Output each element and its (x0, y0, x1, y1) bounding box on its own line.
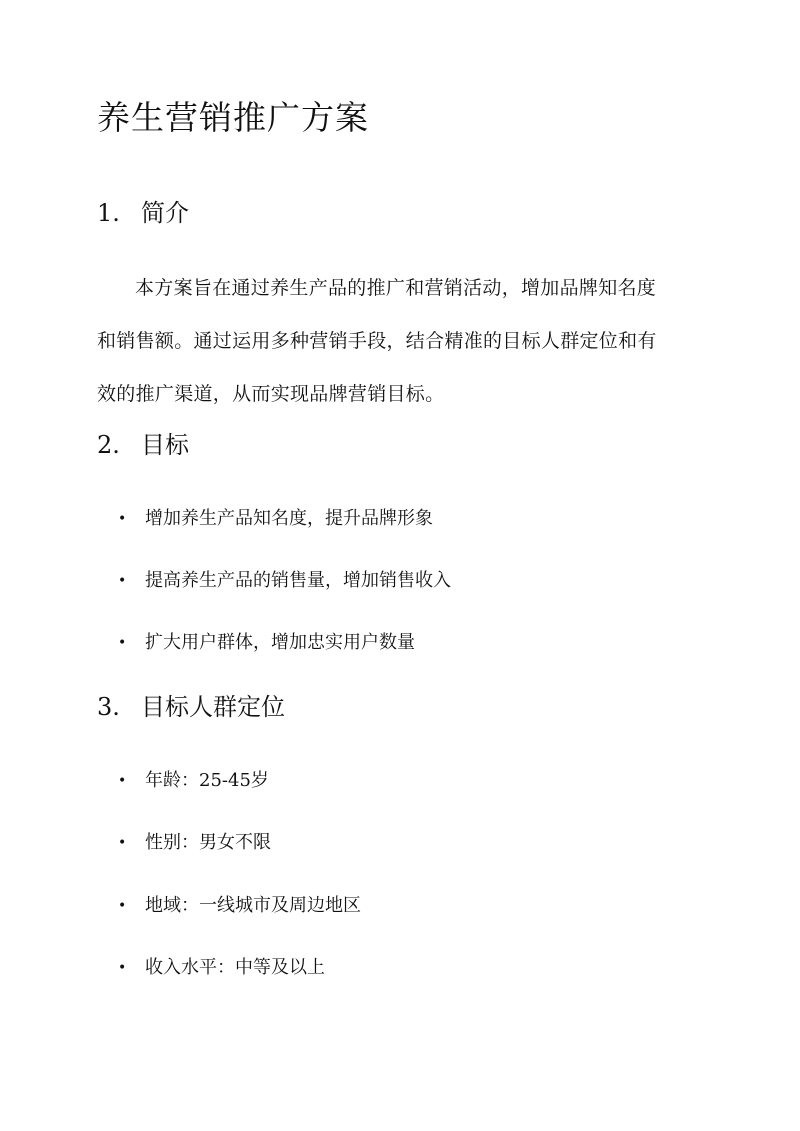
document-title: 养生营销推广方案 (97, 98, 369, 137)
list-item (118, 504, 433, 534)
paragraph-line: 和销售额。通过运用多种营销手段，结合精准的目标人群定位和有 (97, 330, 657, 352)
bullet-icon: • (118, 898, 127, 914)
list-item-text: 地域：一线城市及周边地区 (145, 895, 361, 916)
list-item-text: 收入水平：中等及以上 (145, 957, 325, 978)
list-item (118, 891, 361, 921)
bullet-icon: • (118, 511, 127, 527)
section-title: 简介 (141, 199, 189, 227)
section-title: 目标 (141, 431, 189, 459)
list-item-text: 提高养生产品的销售量，增加销售收入 (145, 570, 451, 591)
list-item-text: 扩大用户群体，增加忠实用户数量 (145, 632, 415, 653)
bullet-icon: • (118, 573, 127, 589)
paragraph-line: 效的推广渠道，从而实现品牌营销目标。 (97, 383, 445, 405)
bullet-icon: • (118, 773, 127, 789)
paragraph-line: 本方案旨在通过养生产品的推广和营销活动，增加品牌知名度 (135, 277, 657, 299)
bullet-icon: • (118, 635, 127, 651)
intro-paragraph (97, 262, 709, 421)
list-item (118, 566, 451, 596)
list-item-text: 增加养生产品知名度，提升品牌形象 (145, 508, 433, 529)
list-item (118, 953, 325, 983)
section-number: 3. (97, 693, 120, 721)
section-heading-goals (97, 427, 189, 463)
bullet-icon: • (118, 835, 127, 851)
section-heading-intro (97, 195, 189, 231)
section-number: 2. (97, 431, 120, 459)
list-item (118, 766, 269, 796)
section-number: 1. (97, 199, 120, 227)
list-item-text: 年龄：25-45岁 (145, 770, 269, 791)
list-item (118, 828, 271, 858)
section-title: 目标人群定位 (141, 693, 285, 721)
section-heading-target-audience (97, 689, 285, 725)
bullet-icon: • (118, 960, 127, 976)
list-item-text: 性别：男女不限 (145, 832, 271, 853)
list-item (118, 628, 415, 658)
